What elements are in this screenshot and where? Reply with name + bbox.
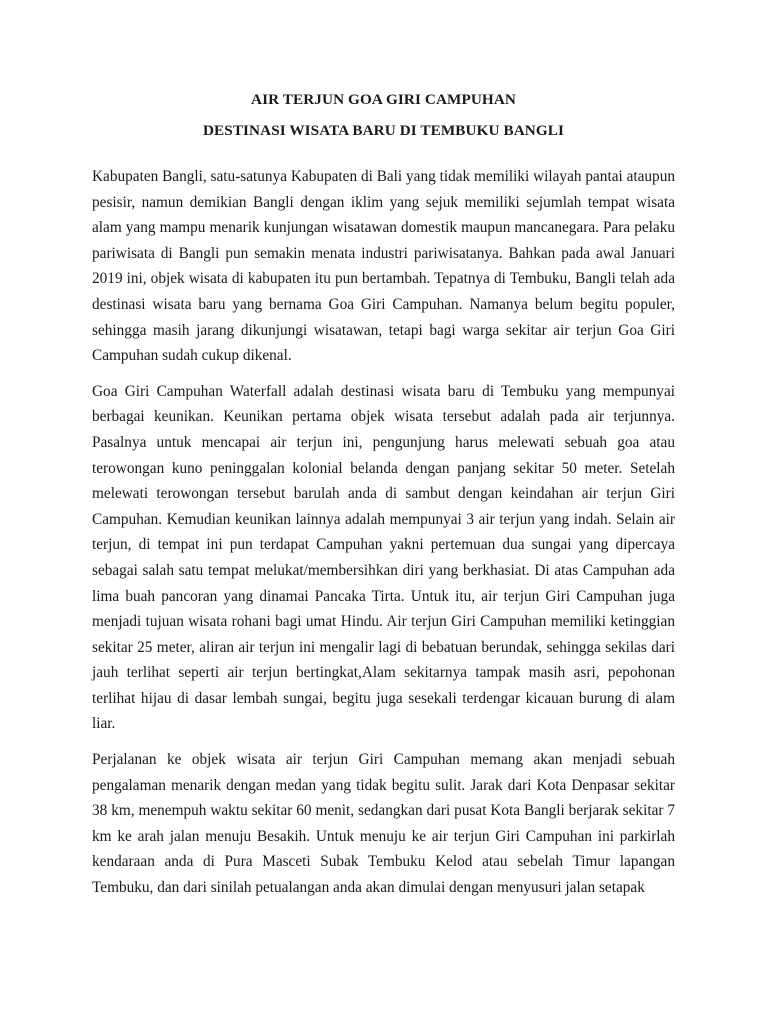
paragraph-1: Kabupaten Bangli, satu-satunya Kabupaten di Bali yang tidak memiliki wilayah pantai ataupun pesisir, namun demikian Bangli dengan iklim yang sejuk memiliki sejumlah tempat wisata alam yang mampu menarik kunjungan wisatawan domestik maupun mancanegara. Para pelaku pariwisata di Bangli pun semakin menata industri pariwisatanya. Bahkan pada awal Januari 2019 ini, objek wisata di kabupaten itu pun bertambah. Tepatnya di Tembuku, Bangli telah ada destinasi wisata baru yang bernama Goa Giri Campuhan. Namanya belum begitu populer, sehingga masih jarang dikunjungi wisatawan, tetapi bagi warga sekitar air terjun Goa Giri Campuhan sudah cukup dikenal. <box>92 168 675 365</box>
paragraph-2: Goa Giri Campuhan Waterfall adalah destinasi wisata baru di Tembuku yang mempunyai berbagai keunikan. Keunikan pertama objek wisata tersebut adalah pada air terjunnya. Pasalnya untuk mencapai air terjun ini, pengunjung harus melewati sebuah goa atau terowongan kuno peninggalan kolonial belanda dengan panjang sekitar 50 meter. Setelah melewati terowongan tersebut barulah anda di sambut dengan keindahan air terjun Giri Campuhan. Kemudian keunikan lainnya adalah mempunyai 3 air terjun yang indah. Selain air terjun, di tempat ini pun terdapat Campuhan yakni pertemuan dua sungai yang dipercaya sebagai salah satu tempat melukat/membersihkan diri yang berkhasiat. Di atas Campuhan ada lima buah pancoran yang dinamai Pancaka Tirta. Untuk itu, air terjun Giri Campuhan juga menjadi tujuan wisata rohani bagi umat Hindu. Air terjun Giri Campuhan memiliki ketinggian sekitar 25 meter, aliran air terjun ini mengalir lagi di bebatuan berundak, sehingga sekilas dari jauh terlihat seperti air terjun bertingkat,Alam sekitarnya tampak masih asri, pepohonan terlihat hijau di dasar lembah sungai, begitu juga sesekali terdengar kicauan burung di alam liar. <box>92 382 675 733</box>
document-subtitle: DESTINASI WISATA BARU DI TEMBUKU BANGLI <box>202 122 565 139</box>
paragraph-3: Perjalanan ke objek wisata air terjun Giri Campuhan memang akan menjadi sebuah pengalaman menarik dengan medan yang tidak begitu sulit. Jarak dari Kota Denpasar sekitar 38 km, menempuh waktu sekitar 60 menit, sedangkan dari pusat Kota Bangli berjarak sekitar 7 km ke arah jalan menuju Besakih. Untuk menuju ke air terjun Giri Campuhan ini parkirlah kendaraan anda di Pura Masceti Subak Tembuku Kelod atau sebelah Timur lapangan Tembuku, dan dari sinilah petualangan anda akan dimulai dengan menyusuri jalan setapak <box>92 751 675 897</box>
title-block <box>92 84 675 146</box>
document-title: AIR TERJUN GOA GIRI CAMPUHAN <box>251 91 516 108</box>
